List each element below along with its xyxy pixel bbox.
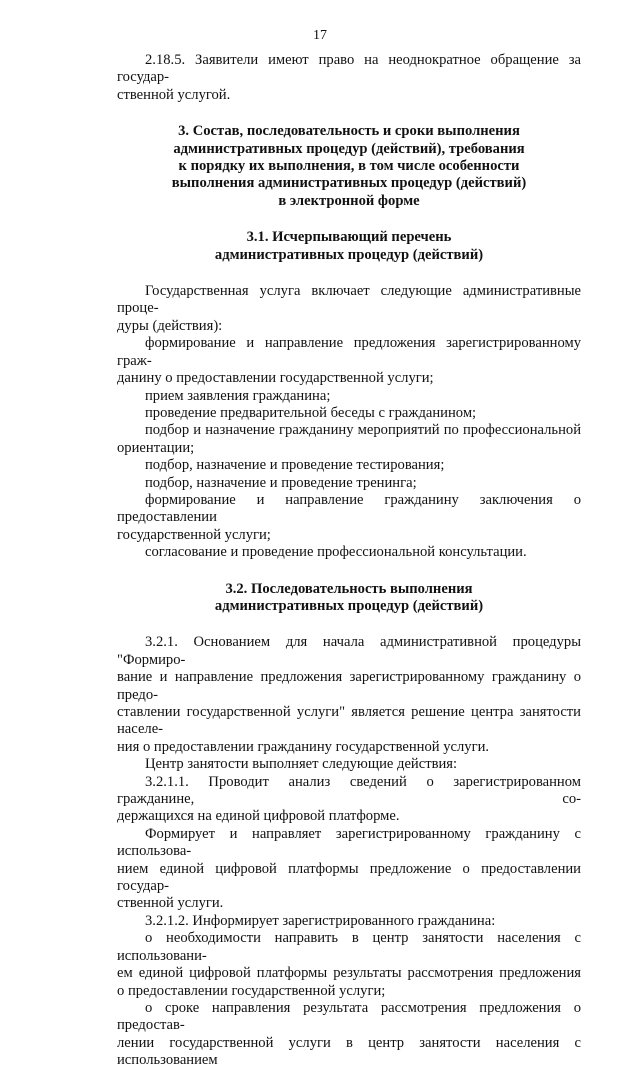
list-item [117,405,581,422]
text-line: о сроке направления результата рассмотрения предложения о предостав- [117,999,581,1034]
page-number: 17 [313,28,327,43]
text-line: прием заявления гражданина; [145,387,331,404]
heading-line: административных процедур (действий) [214,597,484,614]
list-item [117,475,581,492]
text-line: о предоставлении государственной услуги; [117,982,386,999]
heading-line: административных процедур (действий), требования [173,140,525,157]
text-line: лении государственной услуги в центр занятости населения с использованием [117,1034,581,1069]
text-line: дуры (действия): [117,317,223,334]
paragraph-3-2-1-1 [117,774,581,826]
heading-line: в электронной форме [278,192,420,209]
document-body [117,52,581,1070]
list-item [117,422,581,457]
text-line: ориентации; [117,439,195,456]
text-line: нием единой цифровой платформы предложение о предоставлении государ- [117,860,581,895]
section-3-1-intro [117,283,581,335]
paragraph-actions [117,756,581,773]
text-line: Формирует и направляет зарегистрированному гражданину с использова- [117,825,581,860]
paragraph-need [117,930,581,1000]
paragraph-2-18-5 [117,52,581,104]
list-item [117,457,581,474]
text-line: проведение предварительной беседы с гражданином; [145,404,477,421]
paragraph-3-2-1-2 [117,913,581,930]
text-line: ем единой цифровой платформы результаты рассмотрения предложения [117,965,581,982]
heading-line: 3.2. Последовательность выполнения [225,580,473,597]
text-line: подбор и назначение гражданину мероприятий по профессиональной [145,422,581,439]
text-line: формирование и направление гражданину заключения о предоставлении [117,491,581,526]
section-3-heading [117,123,581,210]
text-line: подбор, назначение и проведение тренинга; [145,474,417,491]
heading-line: 3.1. Исчерпывающий перечень [246,229,452,246]
paragraph-term [117,1000,581,1070]
heading-line: 3. Состав, последовательность и сроки выполнения [178,123,520,140]
text-line: вание и направление предложения зарегистрированному гражданину о предо- [117,669,581,703]
text-line: 2.18.5. Заявители имеют право на неоднократное обращение за государ- [117,52,581,86]
text-line: ставлении государственной услуги" является решение центра занятости населе- [117,704,581,738]
list-item [117,492,581,544]
heading-line: выполнения административных процедур (действий) [171,175,527,192]
paragraph-forms [117,826,581,913]
text-line: 3.2.1.2. Информирует зарегистрированного гражданина: [145,912,496,929]
section-3-1-heading [117,229,581,264]
text-line: держащихся на единой цифровой платформе. [117,808,400,825]
heading-line: к порядку их выполнения, в том числе особенности [178,158,520,175]
text-line: ственной услугой. [117,86,231,103]
text-line: 3.2.1.1. Проводит анализ сведений о зарегистрированном гражданине, со- [117,773,581,808]
text-line: данину о предоставлении государственной услуги; [117,370,434,387]
section-3-2-heading [117,581,581,616]
list-item [117,388,581,405]
text-line: о необходимости направить в центр занятости населения с использовани- [117,930,581,964]
text-line: ния о предоставлении гражданину государственной услуги. [117,738,490,755]
text-line: 3.2.1. Основанием для начала административной процедуры "Формиро- [117,634,581,668]
text-line: Центр занятости выполняет следующие действия: [145,756,458,773]
text-line: формирование и направление предложения зарегистрированному граж- [117,335,581,369]
text-line: подбор, назначение и проведение тестирования; [145,457,445,474]
text-line: государственной услуги; [117,526,271,543]
text-line: Государственная услуга включает следующие административные проце- [117,283,581,317]
text-line: ственной услуги. [117,895,224,912]
list-item [117,335,581,387]
paragraph-3-2-1 [117,634,581,756]
list-item [117,544,581,561]
text-line: согласование и проведение профессиональной консультации. [145,544,527,561]
heading-line: административных процедур (действий) [214,246,484,263]
